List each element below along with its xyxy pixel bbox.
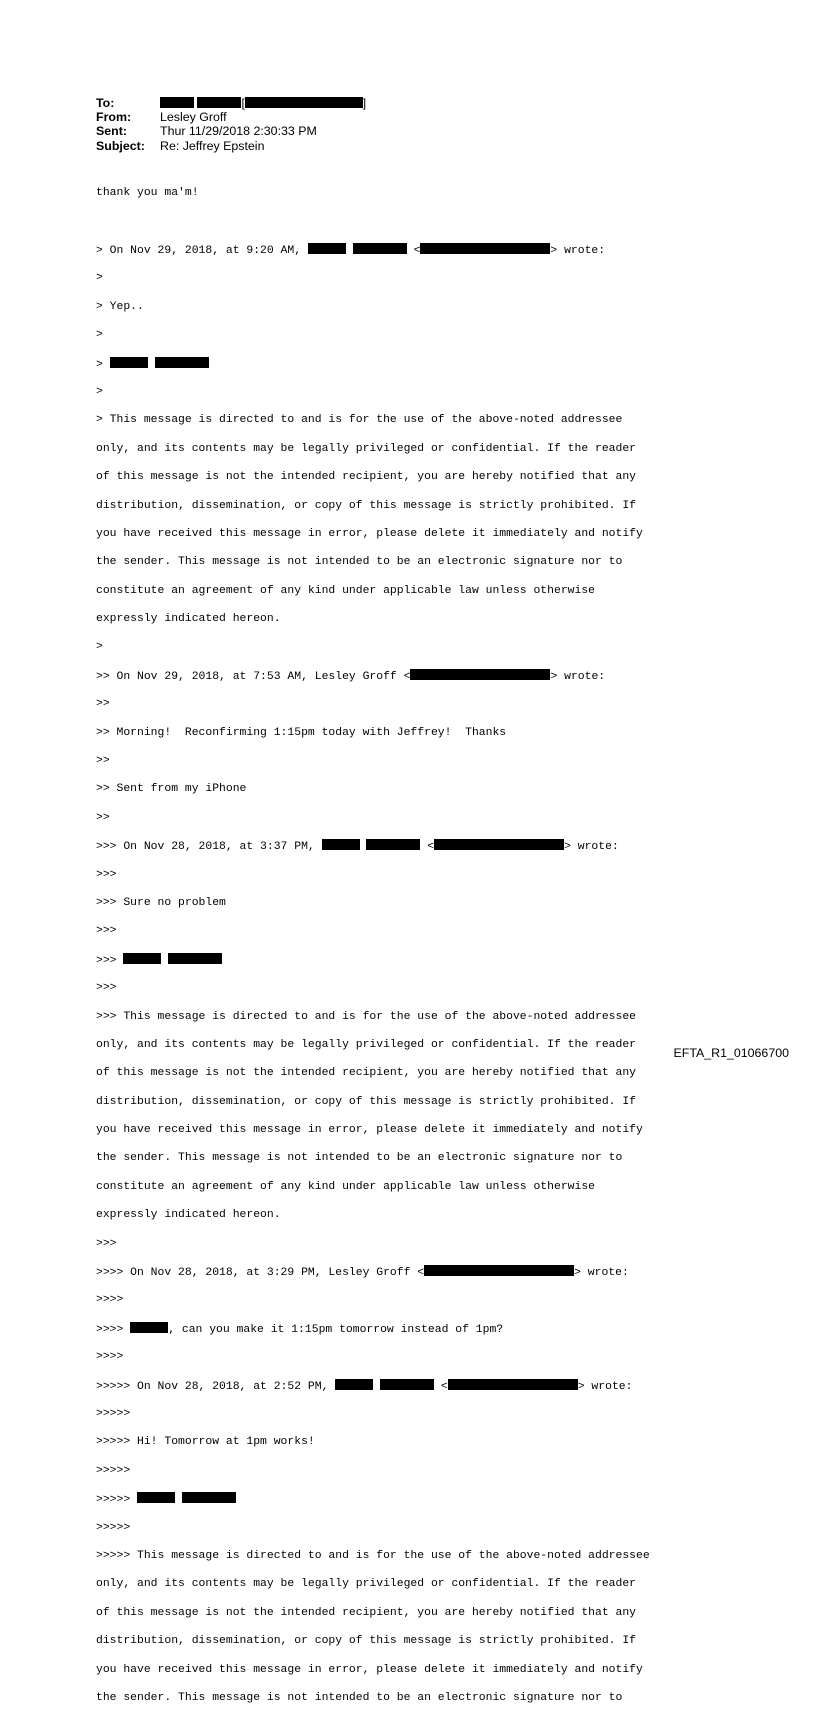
- sent-value: Thur 11/29/2018 2:30:33 PM: [160, 124, 317, 139]
- body-line: distribution, dissemination, or copy of this message is strictly prohibited. If: [96, 499, 637, 512]
- body-line: thank you ma'm!: [96, 187, 199, 200]
- body-line: expressly indicated hereon.: [96, 1209, 281, 1222]
- body-line: >>> Sure no problem: [96, 896, 226, 909]
- body-line: >>>>> On Nov 28, 2018, at 2:52 PM, < > wrote:: [96, 1380, 633, 1393]
- body-line: >: [96, 272, 103, 285]
- body-line: of this message is not the intended recipient, you are hereby notified that any: [96, 471, 637, 484]
- body-line: >> Morning! Reconfirming 1:15pm today with Jeffrey! Thanks: [96, 726, 507, 739]
- redaction-block: [182, 1492, 236, 1503]
- body-line: >>>>> Hi! Tomorrow at 1pm works!: [96, 1436, 315, 1449]
- body-line: >: [96, 385, 103, 398]
- redaction-block: [322, 839, 360, 850]
- from-label: From:: [96, 110, 132, 125]
- body-line: > This message is directed to and is for the use of the above-noted addressee: [96, 414, 623, 427]
- body-line: >>> This message is directed to and is for the use of the above-noted addressee: [96, 1010, 637, 1023]
- redaction-block: [168, 953, 222, 964]
- redaction-block: [353, 243, 407, 254]
- body-line: >: [96, 329, 103, 342]
- body-line: >>>: [96, 868, 117, 881]
- body-line: >>>>: [96, 1351, 124, 1364]
- body-line: >>> On Nov 28, 2018, at 3:37 PM, < > wrote:: [96, 841, 619, 854]
- redaction-block: [424, 1265, 574, 1276]
- redaction-block: [335, 1379, 373, 1390]
- body-line: >>>>>: [96, 1408, 131, 1420]
- body-line: >> On Nov 29, 2018, at 7:53 AM, Lesley Groff < > wrote:: [96, 670, 606, 683]
- redaction-block: [308, 243, 346, 254]
- body-line: only, and its contents may be legally privileged or confidential. If the reader: [96, 1038, 637, 1051]
- body-line: >>: [96, 755, 110, 768]
- body-line: > Yep..: [96, 300, 144, 313]
- email-body: [96, 172, 650, 1719]
- redaction-block: [245, 97, 363, 108]
- redaction-block: [366, 839, 420, 850]
- body-line: you have received this message in error, please delete it immediately and notify: [96, 1124, 643, 1137]
- redaction-block: [160, 97, 194, 108]
- redaction-block: [130, 1322, 168, 1333]
- redaction-block: [137, 1492, 175, 1503]
- redaction-block: [410, 669, 550, 680]
- body-line: >>>> On Nov 28, 2018, at 3:29 PM, Lesley Groff < > wrote:: [96, 1267, 629, 1280]
- body-line: the sender. This message is not intended to be an electronic signature nor to: [96, 556, 623, 569]
- body-line: >> Sent from my iPhone: [96, 783, 247, 796]
- body-line: >: [96, 641, 103, 654]
- body-line: you have received this message in error, please delete it immediately and notify: [96, 1663, 643, 1676]
- body-line: only, and its contents may be legally privileged or confidential. If the reader: [96, 442, 637, 455]
- body-line: >>: [96, 811, 110, 824]
- redaction-block: [155, 357, 209, 368]
- redaction-block: [197, 97, 241, 108]
- body-line: distribution, dissemination, or copy of this message is strictly prohibited. If: [96, 1635, 637, 1648]
- to-value: [ ]: [160, 96, 366, 110]
- body-line: the sender. This message is not intended to be an electronic signature nor to: [96, 1691, 623, 1704]
- body-line: >>>: [96, 925, 117, 938]
- body-line: constitute an agreement of any kind under applicable law unless otherwise: [96, 1180, 595, 1193]
- body-line: of this message is not the intended recipient, you are hereby notified that any: [96, 1606, 637, 1619]
- body-line: >>>> , can you make it 1:15pm tomorrow instead of 1pm?: [96, 1323, 504, 1336]
- body-line: only, and its contents may be legally privileged or confidential. If the reader: [96, 1578, 637, 1591]
- redaction-block: [448, 1379, 578, 1390]
- document-id: EFTA_R1_01066700: [673, 1046, 789, 1060]
- body-line: >>>: [96, 1237, 117, 1250]
- body-line: distribution, dissemination, or copy of this message is strictly prohibited. If: [96, 1095, 637, 1108]
- body-line: constitute an agreement of any kind under applicable law unless otherwise: [96, 584, 595, 597]
- body-line: >>>>: [96, 1294, 124, 1307]
- body-line: >>>: [96, 982, 117, 995]
- body-line: >>: [96, 698, 110, 711]
- to-label: To:: [96, 96, 115, 110]
- subject-label: Subject:: [96, 138, 145, 153]
- from-value: Lesley Groff: [160, 110, 227, 125]
- redaction-block: [420, 243, 550, 254]
- redaction-block: [434, 839, 564, 850]
- body-line: of this message is not the intended recipient, you are hereby notified that any: [96, 1067, 637, 1080]
- redaction-block: [380, 1379, 434, 1390]
- redaction-block: [110, 357, 148, 368]
- body-line: [96, 215, 650, 229]
- body-line: >>>>> This message is directed to and is for the use of the above-noted addressee: [96, 1549, 650, 1562]
- body-line: >>>: [96, 953, 650, 967]
- redaction-block: [123, 953, 161, 964]
- body-line: >>>>>: [96, 1464, 131, 1477]
- body-line: > On Nov 29, 2018, at 9:20 AM, < > wrote:: [96, 244, 606, 257]
- body-line: >>>>>: [96, 1492, 650, 1506]
- sent-label: Sent:: [96, 124, 127, 139]
- body-line: the sender. This message is not intended to be an electronic signature nor to: [96, 1152, 623, 1165]
- body-line: expressly indicated hereon.: [96, 613, 281, 626]
- subject-value: Re: Jeffrey Epstein: [160, 138, 265, 153]
- body-line: you have received this message in error, please delete it immediately and notify: [96, 527, 643, 540]
- body-line: >: [96, 357, 650, 371]
- body-line: >>>>>: [96, 1521, 131, 1534]
